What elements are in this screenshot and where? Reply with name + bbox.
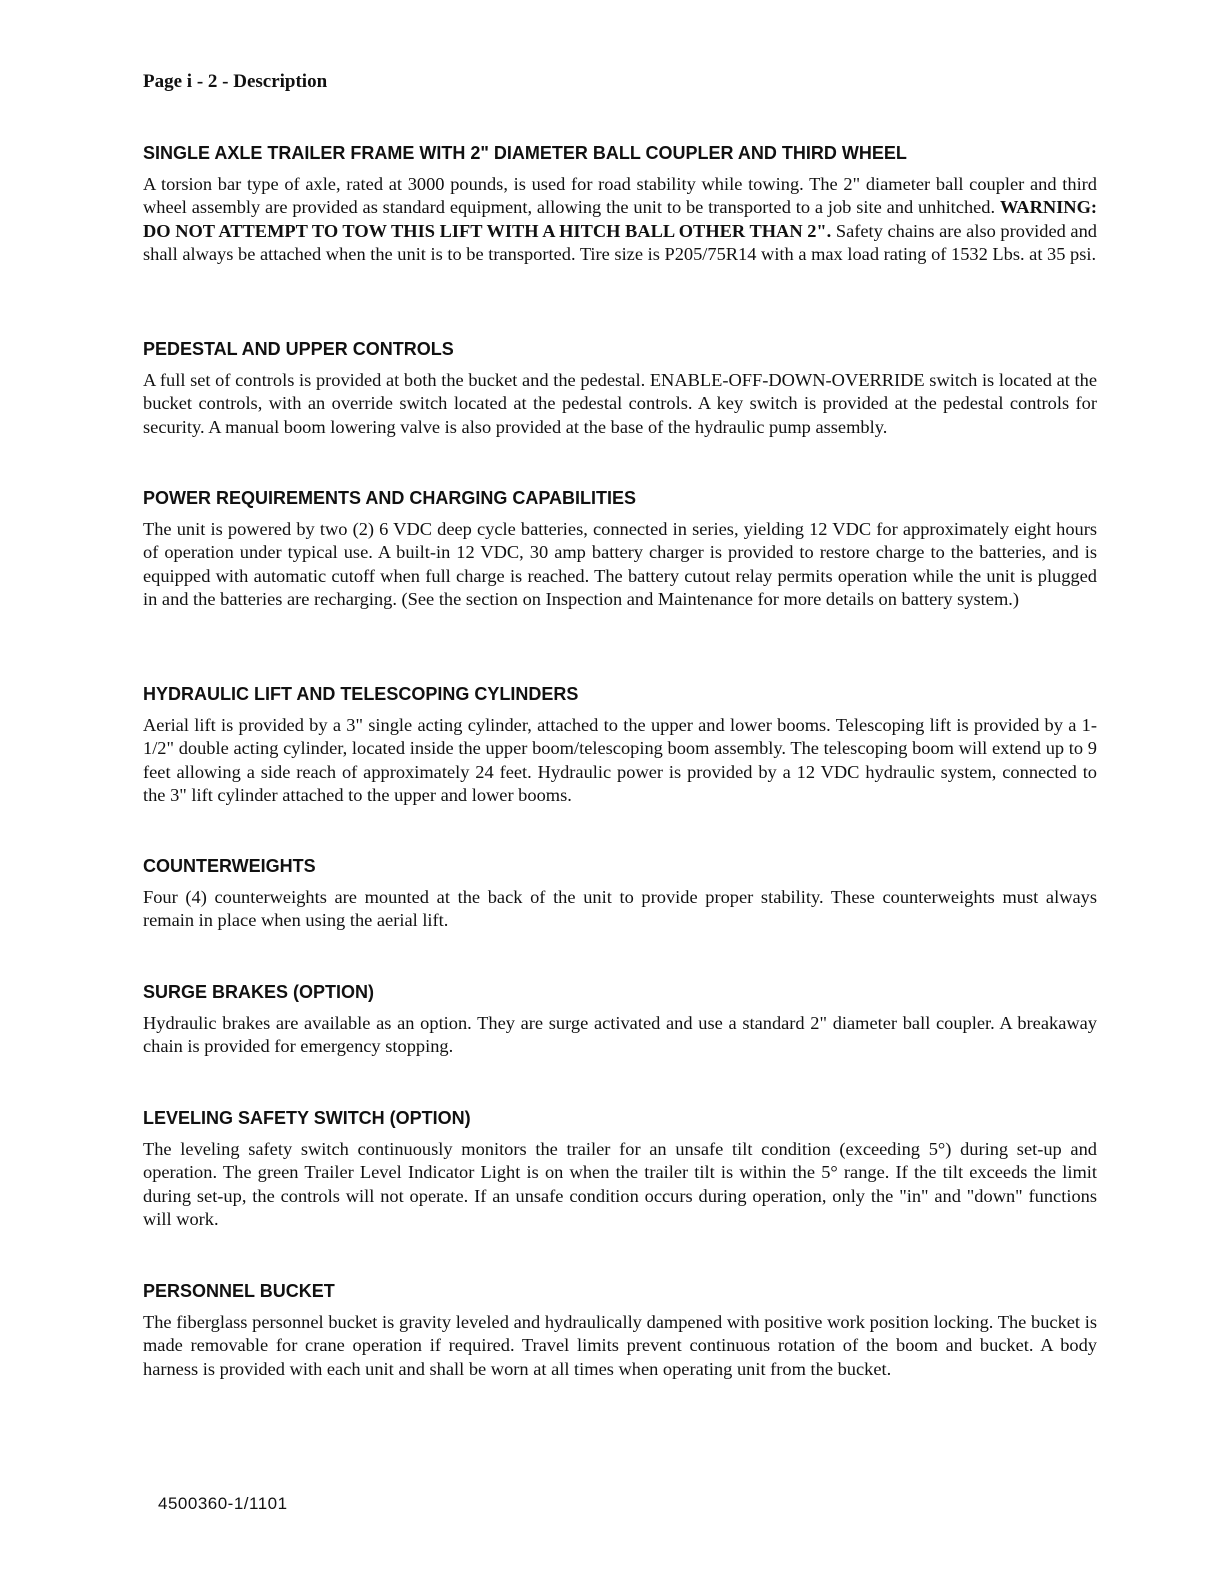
- section-power-requirements: [143, 487, 1097, 612]
- section-surge-brakes: [143, 981, 1097, 1059]
- section-body: [143, 173, 1097, 267]
- section-heading: POWER REQUIREMENTS AND CHARGING CAPABILITIES: [143, 488, 637, 508]
- section-body: The leveling safety switch continuously monitors the trailer for an unsafe tilt condition (exceeding 5°) during set-up and operation. The green Trailer Level Indicator Light is on when the trailer tilt is within the 5° range. If the tilt exceeds the limit during set-up, the controls will not operate. If an unsafe condition occurs during operation, only the "in" and "down" functions will work.: [143, 1139, 1097, 1230]
- section-heading: PERSONNEL BUCKET: [143, 1281, 335, 1301]
- section-heading: PEDESTAL AND UPPER CONTROLS: [143, 339, 454, 359]
- section-pedestal-controls: [143, 338, 1097, 439]
- section-hydraulic-lift: [143, 683, 1097, 808]
- section-body: The fiberglass personnel bucket is gravity leveled and hydraulically dampened with positive work position locking. The bucket is made removable for crane operation if required. Travel limits prevent continuous rotation of the boom and bucket. A body harness is provided with each unit and shall be worn at all times when operating unit from the bucket.: [143, 1312, 1097, 1379]
- section-body: The unit is powered by two (2) 6 VDC deep cycle batteries, connected in series, yielding 12 VDC for approximately eight hours of operation under typical use. A built-in 12 VDC, 30 amp battery charger is provided to restore charge to the batteries, and is equipped with automatic cutoff when full charge is reached. The battery cutout relay permits operation while the unit is plugged in and the batteries are recharging. (See the section on Inspection and Maintenance for more details on battery system.): [143, 519, 1097, 610]
- section-body: A full set of controls is provided at both the bucket and the pedestal. ENABLE-OFF-DOWN-OVERRIDE switch is located at the bucket controls, with an override switch located at the pedestal controls. A key switch is provided at the pedestal controls for security. A manual boom lowering valve is also provided at the base of the hydraulic pump assembly.: [143, 370, 1097, 437]
- section-personnel-bucket: [143, 1280, 1097, 1381]
- section-body: Aerial lift is provided by a 3" single acting cylinder, attached to the upper and lower booms. Telescoping lift is provided by a 1-1/2" double acting cylinder, located inside the upper boom/telescoping boom assembly. The telescoping boom will extend up to 9 feet allowing a side reach of approximately 24 feet. Hydraulic power is provided by a 12 VDC hydraulic system, connected to the 3" lift cylinder attached to the upper and lower booms.: [143, 715, 1097, 806]
- body-text-after-warning: Safety chains are also provided and shall always be attached when the unit is to be transported. Tire size is P205/75R14 with a max load rating of 1532 Lbs. at 35 psi.: [143, 220, 1097, 265]
- section-heading: SINGLE AXLE TRAILER FRAME WITH 2" DIAMETER BALL COUPLER AND THIRD WHEEL: [143, 143, 907, 163]
- page-title: Page i - 2 - Description: [143, 71, 328, 92]
- section-heading: COUNTERWEIGHTS: [143, 856, 316, 876]
- section-leveling-switch: [143, 1107, 1097, 1232]
- section-heading: SURGE BRAKES (OPTION): [143, 982, 375, 1002]
- section-body: Four (4) counterweights are mounted at the back of the unit to provide proper stability. These counterweights must always remain in place when using the aerial lift.: [143, 887, 1097, 931]
- section-heading: LEVELING SAFETY SWITCH (OPTION): [143, 1108, 471, 1128]
- section-body: Hydraulic brakes are available as an option. They are surge activated and use a standard 2" diameter ball coupler. A breakaway chain is provided for emergency stopping.: [143, 1013, 1097, 1057]
- section-counterweights: [143, 855, 1097, 933]
- body-text-before-warning: A torsion bar type of axle, rated at 3000 pounds, is used for road stability while towing. The 2" diameter ball coupler and third wheel assembly are provided as standard equipment, allowing the unit to be transported to a job site and unhitched.: [143, 174, 1097, 218]
- section-heading: HYDRAULIC LIFT AND TELESCOPING CYLINDERS: [143, 684, 579, 704]
- document-number: 4500360-1/1101: [158, 1494, 288, 1513]
- tow-warning: WARNING: DO NOT ATTEMPT TO TOW THIS LIFT WITH A HITCH BALL OTHER THAN 2".: [143, 197, 1097, 241]
- section-trailer-frame: [143, 142, 1097, 267]
